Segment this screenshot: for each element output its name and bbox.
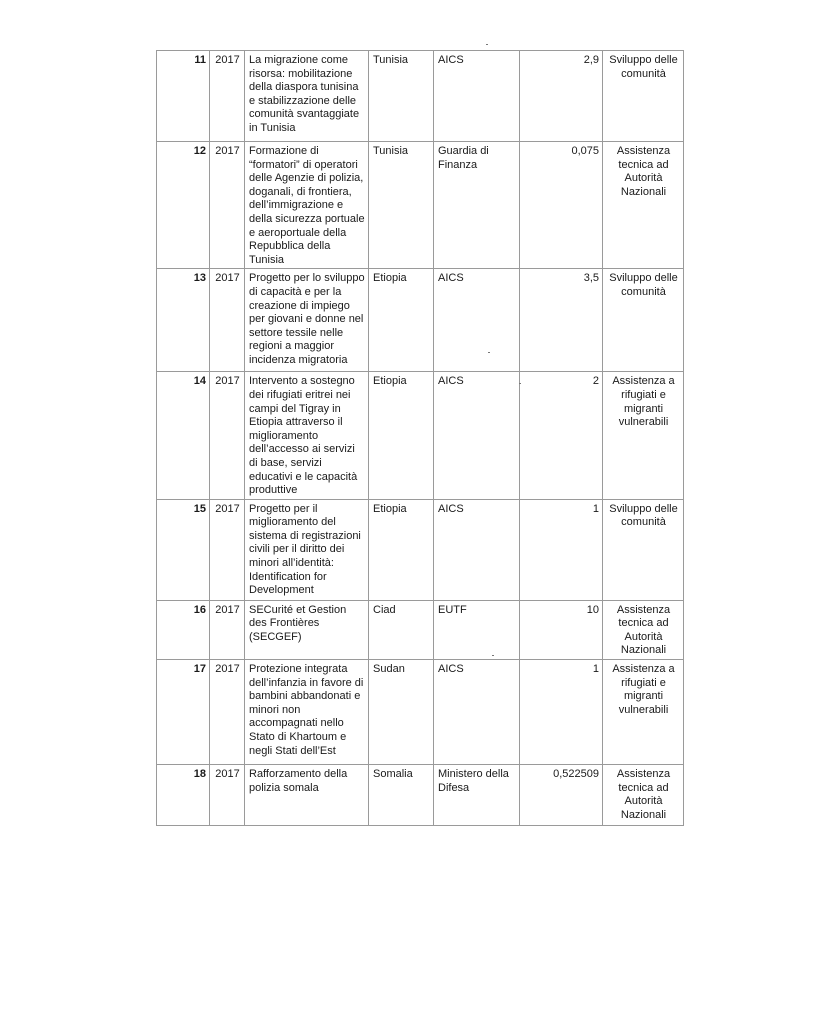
row-type: Assistenza tecnica ad Autorità Nazionali xyxy=(603,600,684,659)
table-row xyxy=(157,600,684,659)
row-number: 12 xyxy=(157,142,210,269)
row-number: 16 xyxy=(157,600,210,659)
row-agency: AICS xyxy=(434,51,520,142)
table-row xyxy=(157,499,684,600)
row-year: 2017 xyxy=(210,765,245,826)
scan-speck xyxy=(492,655,494,656)
row-title: Protezione integrata dell’infanzia in favore di bambini abbandonati e minori non accompagnati nello Stato di Khartoum e negli Stati dell’Est xyxy=(245,660,369,765)
row-number: 15 xyxy=(157,499,210,600)
row-title: La migrazione come risorsa: mobilitazione della diaspora tunisina e stabilizzazione delle comunità svantaggiate in Tunisia xyxy=(245,51,369,142)
table-row xyxy=(157,660,684,765)
row-amount: 2,9 xyxy=(520,51,603,142)
row-country: Tunisia xyxy=(369,142,434,269)
row-amount: 1 xyxy=(520,660,603,765)
row-number: 17 xyxy=(157,660,210,765)
row-amount: 3,5 xyxy=(520,269,603,372)
scan-speck xyxy=(488,352,490,353)
row-country: Etiopia xyxy=(369,269,434,372)
row-agency: Guardia di Finanza xyxy=(434,142,520,269)
row-type: Assistenza a rifugiati e migranti vulnerabili xyxy=(603,660,684,765)
row-amount: 10 xyxy=(520,600,603,659)
row-number: 14 xyxy=(157,372,210,499)
row-title: SECurité et Gestion des Frontières (SECGEF) xyxy=(245,600,369,659)
row-amount: 0,075 xyxy=(520,142,603,269)
row-amount: 2 xyxy=(520,372,603,499)
row-type: Sviluppo delle comunità xyxy=(603,51,684,142)
row-amount: 0,522509 xyxy=(520,765,603,826)
scan-speck xyxy=(486,44,488,45)
row-title: Progetto per lo sviluppo di capacità e per la creazione di impiego per giovani e donne nel settore tessile nelle regioni a maggior incidenza migratoria xyxy=(245,269,369,372)
row-country: Ciad xyxy=(369,600,434,659)
row-country: Somalia xyxy=(369,765,434,826)
row-number: 18 xyxy=(157,765,210,826)
row-year: 2017 xyxy=(210,372,245,499)
projects-table xyxy=(156,50,684,826)
row-year: 2017 xyxy=(210,142,245,269)
table-row xyxy=(157,372,684,499)
row-year: 2017 xyxy=(210,51,245,142)
table-row xyxy=(157,142,684,269)
table-row xyxy=(157,51,684,142)
row-agency: AICS xyxy=(434,660,520,765)
scan-speck xyxy=(519,383,521,384)
row-title: Formazione di “formatori” di operatori delle Agenzie di polizia, doganali, di frontiera, dell’immigrazione e della sicurezza portuale e aeroportuale della Repubblica della Tunisia xyxy=(245,142,369,269)
row-number: 13 xyxy=(157,269,210,372)
table-row xyxy=(157,269,684,372)
row-agency: Ministero della Difesa xyxy=(434,765,520,826)
row-type: Assistenza tecnica ad Autorità Nazionali xyxy=(603,765,684,826)
row-agency: AICS xyxy=(434,372,520,499)
row-country: Tunisia xyxy=(369,51,434,142)
row-agency: AICS xyxy=(434,269,520,372)
row-year: 2017 xyxy=(210,600,245,659)
table-row xyxy=(157,765,684,826)
row-type: Sviluppo delle comunità xyxy=(603,499,684,600)
row-type: Assistenza a rifugiati e migranti vulnerabili xyxy=(603,372,684,499)
row-number: 11 xyxy=(157,51,210,142)
row-year: 2017 xyxy=(210,660,245,765)
row-type: Sviluppo delle comunità xyxy=(603,269,684,372)
row-year: 2017 xyxy=(210,269,245,372)
row-type: Assistenza tecnica ad Autorità Nazionali xyxy=(603,142,684,269)
row-country: Sudan xyxy=(369,660,434,765)
row-amount: 1 xyxy=(520,499,603,600)
row-agency: EUTF xyxy=(434,600,520,659)
row-title: Progetto per il miglioramento del sistema di registrazioni civili per il diritto dei minori all’identità: Identification for Development xyxy=(245,499,369,600)
row-country: Etiopia xyxy=(369,499,434,600)
row-agency: AICS xyxy=(434,499,520,600)
row-year: 2017 xyxy=(210,499,245,600)
row-country: Etiopia xyxy=(369,372,434,499)
row-title: Rafforzamento della polizia somala xyxy=(245,765,369,826)
row-title: Intervento a sostegno dei rifugiati eritrei nei campi del Tigray in Etiopia attraverso il miglioramento dell’accesso ai servizi di base, servizi educativi e le capacità produttive xyxy=(245,372,369,499)
